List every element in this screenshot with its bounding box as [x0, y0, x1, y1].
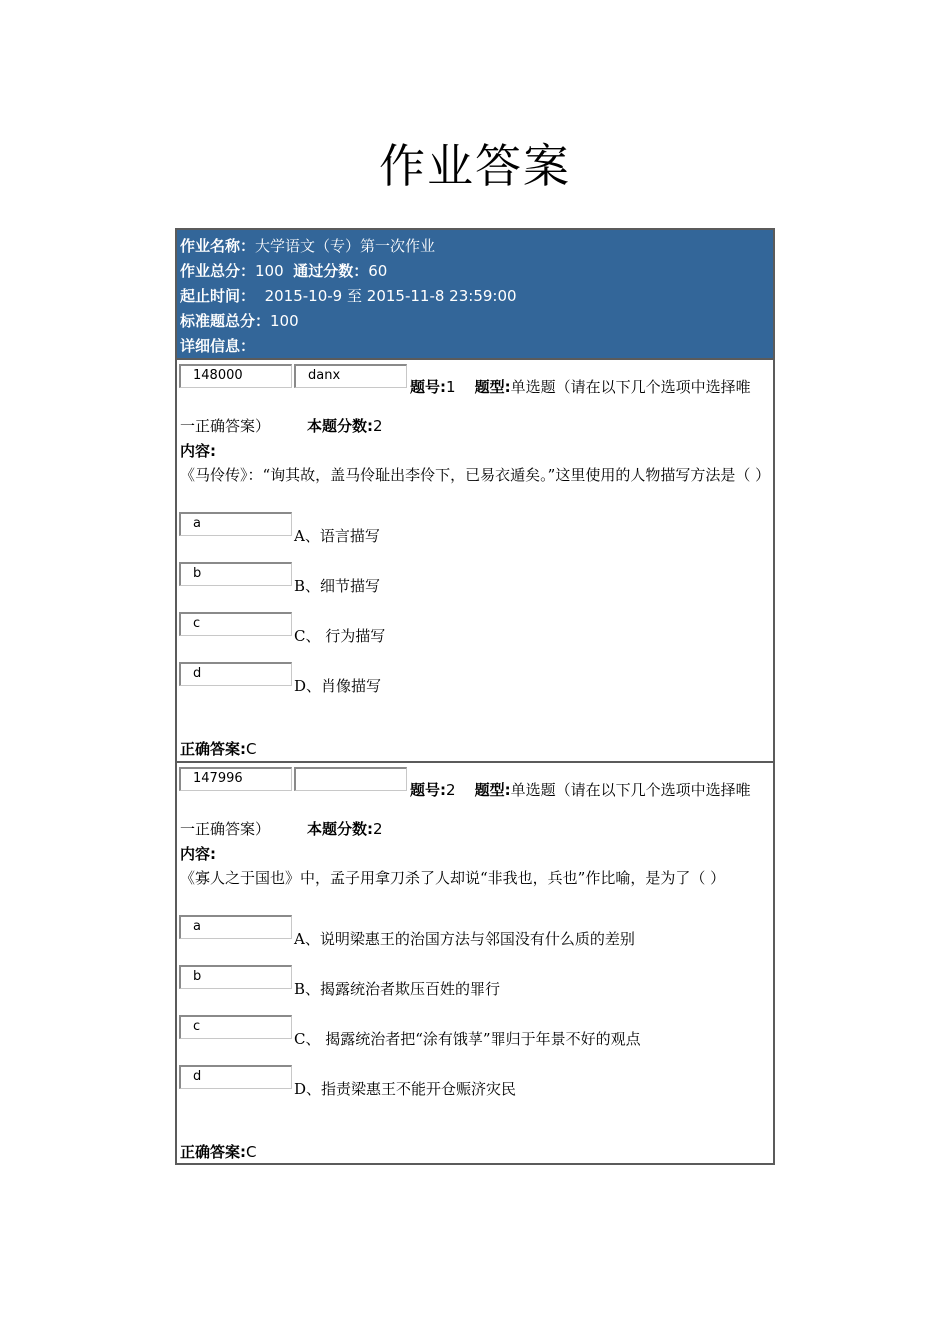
question-id-field[interactable]: 148000 [179, 364, 292, 388]
question-type-text: 单选题（请在以下几个选项中选择唯 [510, 781, 751, 799]
option-text-d: D、肖像描写 [294, 677, 382, 695]
page-title: 作业答案 [379, 139, 571, 193]
question-score-label: 本题分数: [307, 820, 373, 838]
correct-answer-value: C [246, 1143, 257, 1161]
period-row [180, 286, 517, 306]
detail-label: 详细信息： [180, 337, 256, 355]
standard-score-row [180, 311, 299, 331]
standard-score-value: 100 [270, 312, 299, 330]
option-text-d: D、指责梁惠王不能开仓赈济灾民 [294, 1080, 517, 1098]
question-type-text-cont: 一正确答案） [180, 820, 271, 838]
option-text-a: A、说明梁惠王的治国方法与邻国没有什么质的差别 [294, 930, 635, 948]
question-type-label: 题型: [474, 378, 511, 396]
question-type-label: 题型: [474, 781, 511, 799]
period-label: 起止时间： [180, 287, 256, 305]
option-field-b[interactable]: b [179, 562, 292, 586]
question-content: 《寡人之于国也》中，孟子用拿刀杀了人却说“非我也，兵也”作比喻，是为了（ ） [180, 869, 726, 887]
option-field-d[interactable]: d [179, 1065, 292, 1089]
question-type-field[interactable]: danx [294, 364, 407, 388]
option-text-a: A、语言描写 [294, 527, 380, 545]
option-text-c: C、 行为描写 [294, 627, 386, 645]
question-type-field[interactable] [294, 767, 407, 791]
question-number: 2 [446, 781, 456, 799]
question-number-label: 题号: [410, 378, 446, 396]
question-block [177, 763, 773, 1163]
homework-name-label: 作业名称： [180, 237, 256, 255]
question-content: 《马伶传》：“询其故，盖马伶耻出李伶下，已易衣遁矣。”这里使用的人物描写方法是（ ） [180, 466, 771, 484]
pass-score-value: 60 [368, 262, 388, 280]
question-content-label: 内容: [180, 442, 216, 460]
option-field-c[interactable]: c [179, 612, 292, 636]
option-text-b: B、揭露统治者欺压百姓的罪行 [294, 980, 501, 998]
homework-name-row [180, 236, 435, 256]
total-score-value: 100 [255, 262, 284, 280]
question-id-field[interactable]: 147996 [179, 767, 292, 791]
total-score-label: 作业总分： [180, 262, 256, 280]
question-score-value: 2 [373, 820, 383, 838]
question-block [177, 360, 773, 763]
question-score-value: 2 [373, 417, 383, 435]
detail-row [180, 336, 255, 356]
question-type-text-cont: 一正确答案） [180, 417, 271, 435]
option-text-b: B、细节描写 [294, 577, 381, 595]
correct-answer [180, 739, 256, 759]
homework-sheet [175, 228, 775, 1165]
question-score [307, 416, 383, 436]
option-field-a[interactable]: a [179, 512, 292, 536]
question-number: 1 [446, 378, 456, 396]
question-content-label: 内容: [180, 845, 216, 863]
option-text-c: C、 揭露统治者把“涂有饿莩”罪归于年景不好的观点 [294, 1030, 641, 1048]
homework-name-value: 大学语文（专）第一次作业 [255, 237, 436, 255]
period-to: 至 [346, 287, 362, 305]
option-field-b[interactable]: b [179, 965, 292, 989]
question-score [307, 819, 383, 839]
question-meta [410, 780, 751, 800]
period-end: 2015-11-8 23:59:00 [366, 287, 517, 305]
correct-answer-label: 正确答案: [180, 1143, 246, 1161]
question-meta [410, 377, 751, 397]
option-field-d[interactable]: d [179, 662, 292, 686]
question-score-label: 本题分数: [307, 417, 373, 435]
period-start: 2015-10-9 [264, 287, 343, 305]
correct-answer-value: C [246, 740, 257, 758]
option-field-a[interactable]: a [179, 915, 292, 939]
question-number-label: 题号: [410, 781, 446, 799]
correct-answer [180, 1142, 256, 1162]
pass-score-label: 通过分数： [293, 262, 369, 280]
correct-answer-label: 正确答案: [180, 740, 246, 758]
standard-score-label: 标准题总分： [180, 312, 271, 330]
question-type-text: 单选题（请在以下几个选项中选择唯 [510, 378, 751, 396]
homework-header [177, 230, 773, 360]
homework-score-row [180, 261, 387, 281]
option-field-c[interactable]: c [179, 1015, 292, 1039]
